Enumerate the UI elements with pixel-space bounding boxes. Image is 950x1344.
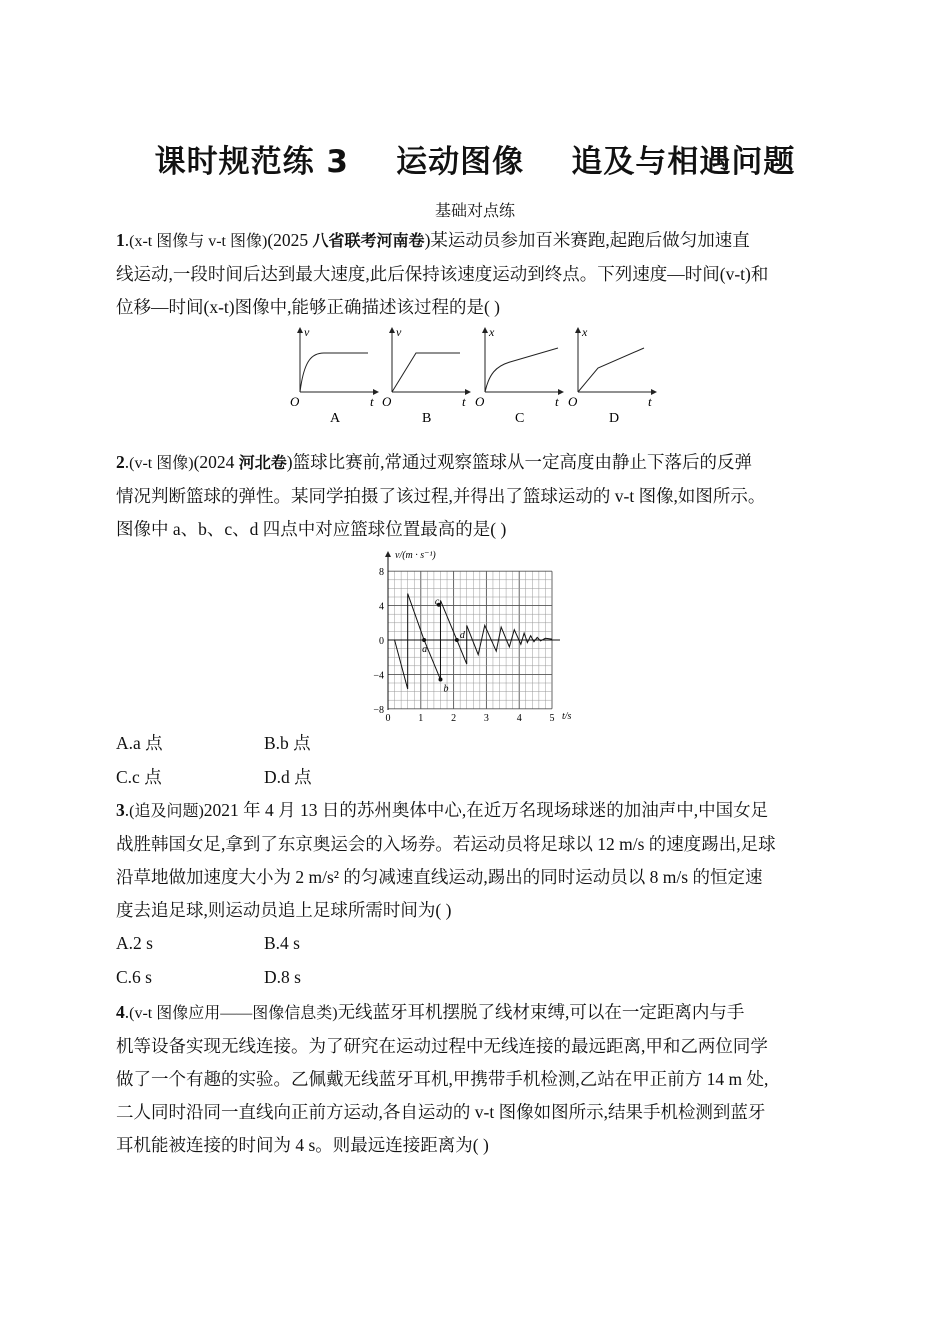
question-1-line-2: 线运动,一段时间后达到最大速度,此后保持该速度运动到终点。下列速度—时间(v-t)和 [116,264,769,284]
point-label-c: c [434,596,440,608]
question-3-line-3: 沿草地做加速度大小为 2 m/s² 的匀减速直线运动,踢出的同时运动员以 8 m/s 的恒定速 [116,867,763,887]
q3-option-a[interactable]: A.2 s [116,933,153,953]
point-label-d: d [459,630,465,641]
question-2-line-3: 图像中 a、b、c、d 四点中对应篮球位置最高的是( ) [116,519,507,539]
graph-d-tlabel: t [648,394,652,409]
chart-xlabel: t/s [562,711,572,722]
graph-d-letter: D [609,411,620,426]
question-4 [116,996,836,1162]
point-a [422,638,426,642]
question-2-line-2: 情况判断篮球的弹性。某同学拍摄了该过程,并得出了篮球运动的 v-t 图像,如图所示。 [116,486,766,506]
question-1-line-1: 1.(x-t 图像与 v-t 图像)(2025 八省联考河南卷)某运动员参加百米赛跑,起跑后做匀加速直 [116,230,750,250]
question-text: 2021 年 4 月 13 日的苏州奥体中心,在近万名现场球迷的加油声中,中国女足 [203,800,769,820]
x-tick-label: 5 [549,712,555,724]
question-3-line-2: 战胜韩国女足,拿到了东京奥运会的入场券。若运动员将足球以 12 m/s 的速度踢出,足球 [116,834,776,854]
graph-c-tlabel: t [555,394,559,409]
x-tick-label: 3 [483,712,489,724]
x-tick-label: 1 [418,712,424,724]
q3-option-b[interactable]: B.4 s [264,933,300,953]
question-2-line-1: 2.(v-t 图像)(2024 河北卷)篮球比赛前,常通过观察篮球从一定高度由静止下落后的反弹 [116,452,752,472]
question-number: 2 [116,452,125,472]
point-label-b: b [443,683,449,695]
graph-c-letter: C [515,411,525,426]
q2-option-b[interactable]: B.b 点 [264,733,311,753]
graph-b-tlabel: t [462,394,466,409]
question-tag: (追及问题) [129,803,204,820]
question-4-line-2: 机等设备实现无线连接。为了研究在运动过程中无线连接的最远距离,甲和乙两位同学 [116,1036,768,1056]
graph-a-tlabel: t [370,394,374,409]
question-4-line-5: 耳机能被连接的时间为 4 s。则最远连接距离为( ) [116,1135,489,1155]
q2-option-c[interactable]: C.c 点 [116,767,162,787]
q2-option-a[interactable]: A.a 点 [116,733,163,753]
q2-option-d[interactable]: D.d 点 [264,767,312,787]
question-4-line-3: 做了一个有趣的实验。乙佩戴无线蓝牙耳机,甲携带手机检测,乙站在甲正前方 14 m 处, [116,1069,769,1089]
section-heading: 基础对点练 [434,201,515,220]
q2-vt-chart [362,546,592,726]
question-source: 八省联考河南卷 [312,231,425,250]
graph-a [290,325,378,426]
graph-c [475,325,563,426]
graph-b [382,325,470,426]
y-tick-label: −4 [373,670,384,682]
x-tick-labels [386,713,555,724]
q1-graph-set [282,318,672,430]
question-number: 1 [116,230,125,250]
y-tick-label: 8 [379,567,384,579]
question-tag: (v-t 图像应用——图像信息类) [129,1005,338,1022]
x-tick-label: 0 [385,712,391,724]
graph-d [568,325,656,426]
y-tick-labels [373,567,384,716]
x-tick-label: 4 [516,712,522,724]
question-text: 篮球比赛前,常通过观察篮球从一定高度由静止下落后的反弹 [292,452,752,472]
graph-a-ylabel: v [304,325,310,339]
y-tick-label: 0 [379,636,384,647]
y-tick-label: −8 [373,704,384,716]
source-close: ) [286,452,293,472]
point-label-a: a [422,644,428,655]
question-text: 无线蓝牙耳机摆脱了线材束缚,可以在一定距离内与手 [337,1002,745,1022]
chart-ylabel: v/(m · s⁻¹) [395,550,436,561]
question-1 [116,224,836,324]
graph-c-ylabel: x [489,325,495,339]
graph-a-origin: O [290,394,300,409]
source-open: (2025 [267,230,313,250]
graph-b-letter: B [422,411,432,426]
graph-b-ylabel: v [396,325,402,339]
graph-a-letter: A [330,411,341,426]
question-number: 3 [116,800,125,820]
point-b [438,678,442,682]
q3-option-c[interactable]: C.6 s [116,967,152,987]
source-close: ) [424,230,431,250]
page-title: 课时规范练 3 运动图像 追及与相遇问题 [154,144,796,180]
question-tag: (x-t 图像与 v-t 图像) [129,233,268,250]
question-number: 4 [116,1002,125,1022]
question-tag: (v-t 图像) [129,455,194,472]
question-4-line-1: 4.(v-t 图像应用——图像信息类)无线蓝牙耳机摆脱了线材束缚,可以在一定距离内与手 [116,1002,745,1022]
question-3-line-4: 度去追足球,则运动员追上足球所需时间为( ) [116,900,452,920]
question-2 [116,446,836,546]
graph-c-origin: O [475,394,485,409]
source-open: (2024 [193,452,239,472]
question-1-line-3: 位移—时间(x-t)图像中,能够正确描述该过程的是( ) [116,297,500,317]
question-3 [116,794,836,927]
question-3-line-1: 3.(追及问题)2021 年 4 月 13 日的苏州奥体中心,在近万名现场球迷的加油声中,中国女足 [116,800,769,820]
y-tick-label: 4 [379,601,384,613]
q3-option-d[interactable]: D.8 s [264,967,301,987]
graph-b-origin: O [382,394,392,409]
point-d [455,638,459,642]
graph-d-origin: O [568,394,578,409]
question-text: 某运动员参加百米赛跑,起跑后做匀加速直 [430,230,750,250]
graph-d-ylabel: x [582,325,588,339]
question-4-line-4: 二人同时沿同一直线向正前方运动,各自运动的 v-t 图像如图所示,结果手机检测到蓝牙 [116,1102,766,1122]
question-source: 河北卷 [238,453,287,472]
x-tick-label: 2 [451,712,457,724]
